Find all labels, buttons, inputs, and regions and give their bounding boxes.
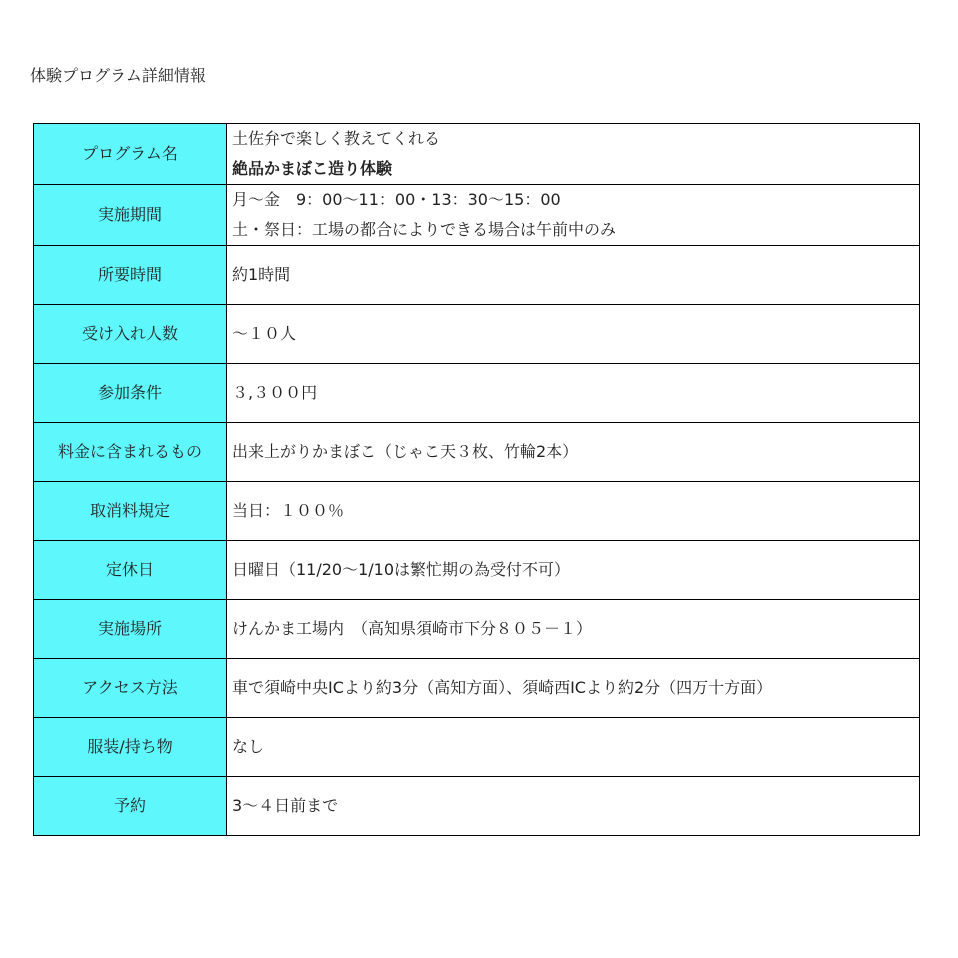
table-row-cancellation [34, 482, 920, 541]
row-value [227, 124, 920, 185]
row-label: 定休日 [34, 541, 227, 600]
row-label: 実施場所 [34, 600, 227, 659]
row-label: 取消料規定 [34, 482, 227, 541]
program-details-table [33, 123, 920, 836]
row-label: 参加条件 [34, 364, 227, 423]
table-row-closed-days [34, 541, 920, 600]
row-label: 所要時間 [34, 246, 227, 305]
row-label: 受け入れ人数 [34, 305, 227, 364]
table-row-included [34, 423, 920, 482]
row-value: 出来上がりかまぼこ（じゃこ天３枚、竹輪2本） [227, 423, 920, 482]
table-row-schedule [34, 185, 920, 246]
row-value: なし [227, 718, 920, 777]
row-value [227, 185, 920, 246]
row-value: ～１０人 [227, 305, 920, 364]
table-row-fee [34, 364, 920, 423]
row-label: アクセス方法 [34, 659, 227, 718]
row-value: 日曜日（11/20～1/10は繁忙期の為受付不可） [227, 541, 920, 600]
table-row-duration [34, 246, 920, 305]
row-label: 服装/持ち物 [34, 718, 227, 777]
table-row-clothing [34, 718, 920, 777]
row-value: 3～４日前まで [227, 777, 920, 836]
weekday-schedule: 月～金 9：00～11：00・13：30～15：00 [232, 190, 561, 209]
row-value: ３,３００円 [227, 364, 920, 423]
table-row-access [34, 659, 920, 718]
table-row-reservation [34, 777, 920, 836]
program-subtitle: 土佐弁で楽しく教えてくれる [232, 129, 441, 148]
row-label: 実施期間 [34, 185, 227, 246]
table-row-capacity [34, 305, 920, 364]
row-value: けんかま工場内 （高知県須崎市下分８０５－１） [227, 600, 920, 659]
row-label: 料金に含まれるもの [34, 423, 227, 482]
row-label: プログラム名 [34, 124, 227, 185]
page-title: 体験プログラム詳細情報 [30, 66, 206, 85]
row-value: 約1時間 [227, 246, 920, 305]
row-value: 当日：１００％ [227, 482, 920, 541]
weekend-schedule: 土・祭日：工場の都合によりできる場合は午前中のみ [232, 220, 617, 239]
table-row-location [34, 600, 920, 659]
program-name: 絶品かまぼこ造り体験 [232, 159, 393, 178]
row-label: 予約 [34, 777, 227, 836]
row-value: 車で須崎中央ICより約3分（高知方面）、須崎西ICより約2分（四万十方面） [227, 659, 920, 718]
table-row-program-name [34, 124, 920, 185]
